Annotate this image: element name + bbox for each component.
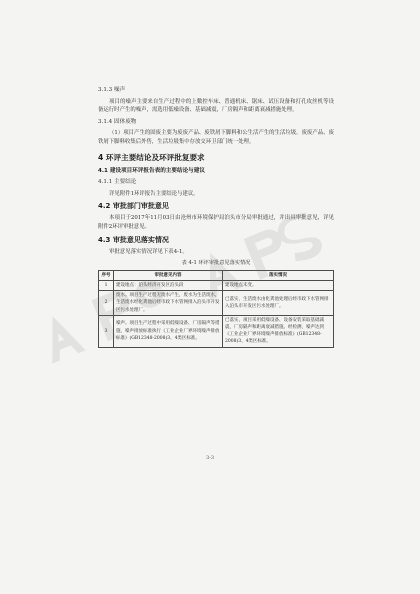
section-4-1-1-title: 4.1.1 主要结论 — [98, 179, 137, 186]
section-4-1-title: 4.1 建设项目环评报告表的主要结论与建议 — [98, 167, 205, 174]
table-row — [99, 315, 334, 347]
row-opinion: 噪声。项目生产过程中采用低噪设备、厂房隔声等措施，噪声排放标准执行《工业企业厂界环境噪声排放标准》(GB12348-2008)3、4类区标准。 — [114, 315, 223, 347]
page-content — [98, 86, 334, 348]
section-3-1-4-title: 3.1.4 固体废物 — [98, 118, 137, 125]
section-3-1-4-text: （1）项目产生的固废主要为废废产品、废铁屑下脚料和公生活产生的生活垃圾。废废产品、废铁屑下脚料收集后外售，生活垃圾集中存放交环卫部门统一处理。 — [98, 130, 334, 145]
header-status: 落实情况 — [223, 270, 334, 280]
page-number: 3-3 — [205, 455, 215, 461]
row-opinion: 废水。项目生产过程无废水产生，废水为生活废水，生活废水经化粪池后经市政下水管网排入泊头市开发区污水处理厂。 — [114, 291, 223, 316]
chapter-4-title: 4 环评主要结论及环评批复要求 — [98, 152, 205, 162]
section-4-1-1-text: 详见附件1环评报告主要结论与建议。 — [109, 190, 199, 197]
table-row — [99, 280, 334, 290]
table-caption: 表 4-1 环评审批意见落实情况 — [181, 260, 251, 267]
row-status: 已落实，项目采用低噪设备、设备安装采取基础减震，厂房隔声和距离衰减措施。经检测，噪声达到《工业企业厂界环境噪声排放标准》(GB12348-2008)3、4类区标准。 — [223, 315, 334, 347]
section-3-1-3-title: 3.1.3 噪声 — [98, 87, 126, 93]
header-opinion: 审批意见内容 — [114, 270, 223, 280]
section-3-1-3-text: 项目的噪声主要来自生产过程中的上數控车床、普通机床、锯床、试压设备和打孔攻丝机等设备运行时产生的噪声，需选用低噪设备、基础减震，厂房隔声和距离衰减措施处理。 — [98, 98, 334, 114]
section-4-2-text: 本项目于2017年11月03日由沧州市环境保护局泊头市分局审批通过，并出具审批意见，详见附件2环评审批意见。 — [98, 215, 334, 230]
row-status: 已落实，生活废水由化粪池处理后经市政下水管网排入泊头市开发区污水处理厂。 — [223, 291, 334, 316]
row-number: 1 — [99, 280, 114, 290]
row-number: 2 — [99, 291, 114, 316]
row-status: 建设地点未变。 — [223, 280, 334, 290]
row-opinion: 建设地点：泊头经济开发区泊头段 — [114, 280, 223, 290]
section-4-3-title: 4.3 审批意见落实情况 — [98, 235, 169, 244]
approval-table — [98, 270, 334, 348]
section-4-3-text: 审批意见落实情况详见下表4-1。 — [109, 248, 188, 255]
section-4-2-title: 4.2 审批部门审批意见 — [98, 202, 169, 211]
table-row — [99, 291, 334, 316]
row-number: 3 — [99, 315, 114, 347]
header-number: 序号 — [99, 270, 114, 280]
table-header-row — [99, 270, 334, 280]
